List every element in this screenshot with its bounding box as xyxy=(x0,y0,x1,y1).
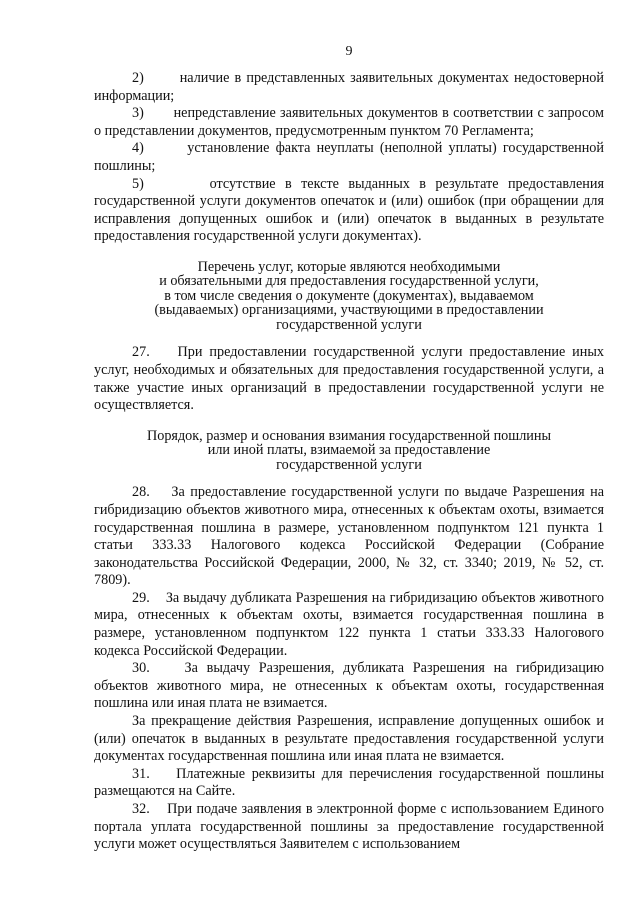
list-item: 2) наличие в представленных заявительных документах недостоверной информации; xyxy=(94,70,604,104)
list-item: 4) установление факта неуплаты (неполной уплаты) государственной пошлины; xyxy=(94,140,604,174)
list-item: 5) отсутствие в тексте выданных в результате предоставления государственной услуги документов опечаток и (или) ошибок (при обращении для исправления допущенных ошибок и (или) опечаток в выданных в результате предоставления государственной услуги документах). xyxy=(94,175,604,245)
heading-line: Порядок, размер и основания взимания государственной пошлины xyxy=(146,427,551,444)
paragraph-30-cont: За прекращение действия Разрешения, исправление допущенных ошибок и (или) опечаток в выданных в результате предоставления государственной услуги документах государственная пошлина или иная плата не взимается. xyxy=(94,713,604,765)
heading-line: и обязательными для предоставления государственной услуги, xyxy=(159,273,539,290)
heading-line: Перечень услуг, которые являются необходимыми xyxy=(197,258,501,275)
section-heading-fees xyxy=(94,429,604,473)
heading-line: (выдаваемых) организациями, участвующими в предоставлении xyxy=(154,302,544,319)
heading-line: в том числе сведения о документе (документах), выдаваемом xyxy=(164,287,534,304)
page-number: 9 xyxy=(345,44,353,59)
list-item: 3) непредставление заявительных документов в соответствии с запросом о представлении документов, предусмотренным пунктом 70 Регламента; xyxy=(94,105,604,139)
heading-line: или иной платы, взимаемой за предоставление xyxy=(207,442,491,459)
heading-line: государственной услуги xyxy=(276,456,422,473)
paragraph-30: 30. За выдачу Разрешения, дубликата Разрешения на гибридизацию объектов животного мира, не отнесенных к объектам охоты, государственная пошлина или иная плата не взимается. xyxy=(94,660,604,712)
paragraph-32: 32. При подаче заявления в электронной форме с использованием Единого портала уплата государственной пошлины за предоставление государственной услуги может осуществляться Заявителем с использованием xyxy=(94,801,604,853)
section-heading-services xyxy=(94,260,604,333)
paragraph-28: 28. За предоставление государственной услуги по выдаче Разрешения на гибридизацию объектов животного мира, отнесенных к объектам охоты, взимается государственная пошлина в размере, установленном подпунктом 121 пункта 1 статьи 333.33 Налогового кодекса Российской Федерации (Собрание законодательства Российской Федерации, 2000, № 32, ст. 3340; 2019, № 52, ст. 7809). xyxy=(94,484,604,589)
paragraph-29: 29. За выдачу дубликата Разрешения на гибридизацию объектов животного мира, отнесенных к объектам охоты, взимается государственная пошлина в размере, установленном подпунктом 122 пункта 1 статьи 333.33 Налогового кодекса Российской Федерации. xyxy=(94,589,604,659)
paragraph-27: 27. При предоставлении государственной услуги предоставление иных услуг, необходимых и обязательных для предоставления государственной услуги, а также участие иных организаций в предоставлении государственной услуги не осуществляется. xyxy=(94,344,604,414)
heading-line: государственной услуги xyxy=(276,316,422,333)
paragraph-31: 31. Платежные реквизиты для перечисления государственной пошлины размещаются на Сайте. xyxy=(94,765,604,800)
